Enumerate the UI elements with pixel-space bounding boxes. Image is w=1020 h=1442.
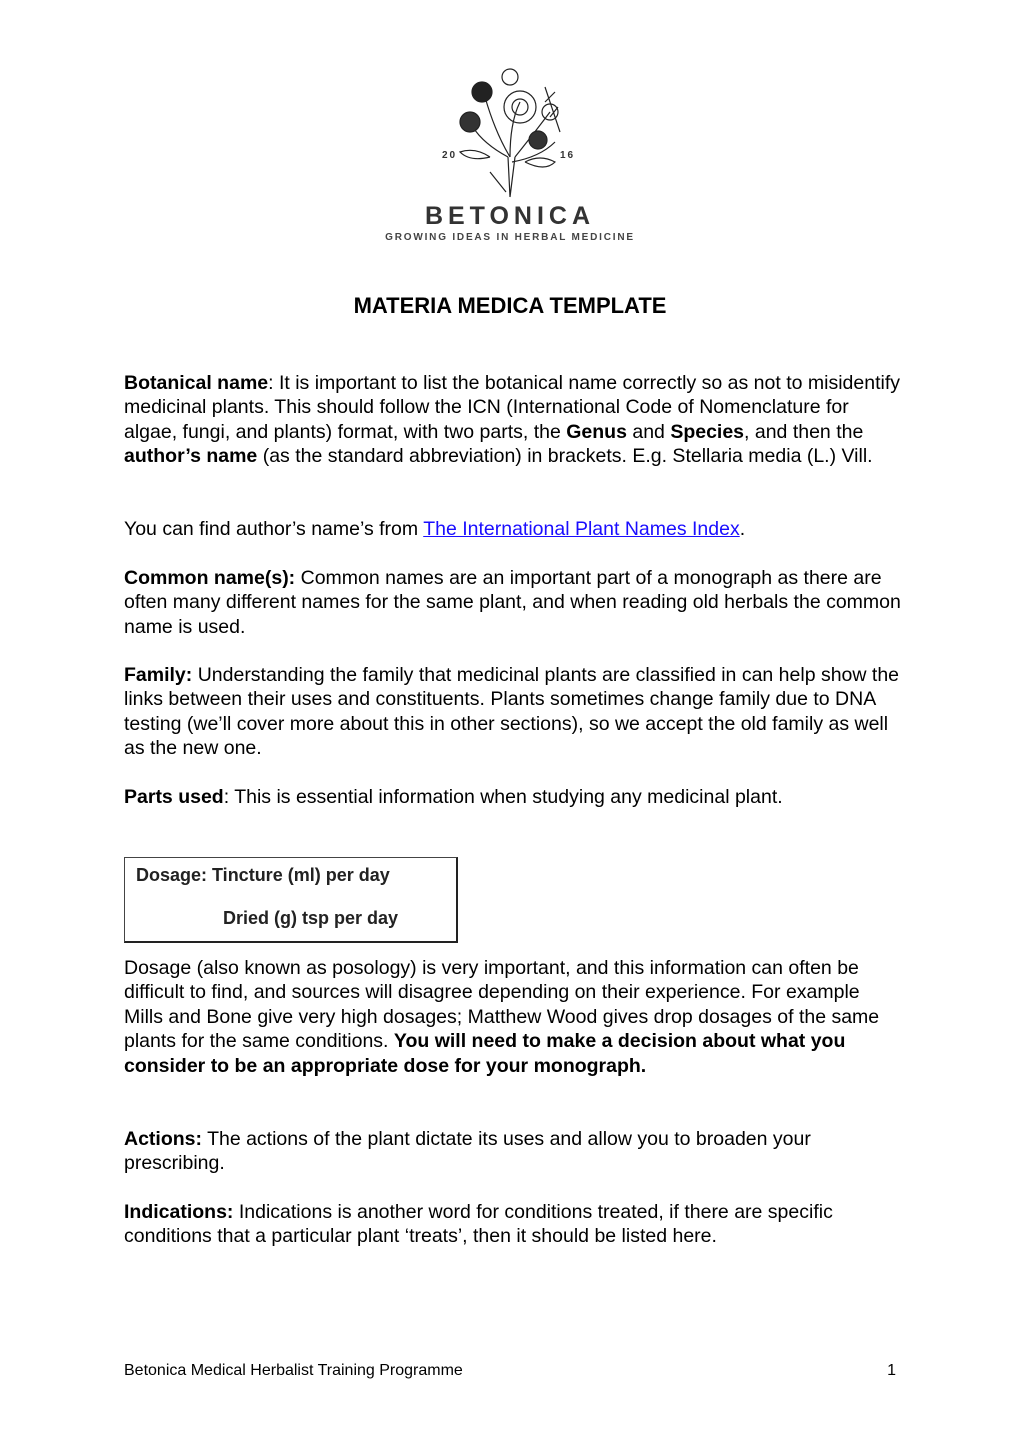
logo-year-left: 20 bbox=[442, 150, 458, 161]
dosage-paragraph bbox=[124, 956, 904, 1078]
indications-paragraph bbox=[124, 1200, 904, 1249]
species-bold: Species bbox=[670, 420, 745, 443]
actions-label: Actions: bbox=[124, 1128, 202, 1150]
text: and bbox=[626, 420, 671, 443]
dosage-tincture-line: Dosage: Tincture (ml) per day bbox=[136, 865, 390, 885]
footer bbox=[124, 1362, 896, 1380]
text: : This is essential information when studying any medicinal plant. bbox=[223, 786, 783, 808]
footer-text: Betonica Medical Herbalist Training Programme bbox=[124, 1362, 463, 1379]
indications-label: Indications: bbox=[124, 1201, 234, 1223]
genus-bold: Genus bbox=[566, 420, 627, 443]
text: : It is important to list the botanical name correctly so as not to misidentify medicinal plants. This should follow the ICN (International Code of Nomenclature for algae, fungi, and plants) format, with two parts, the bbox=[124, 372, 900, 443]
logo-brand: BETONICA bbox=[424, 202, 596, 230]
dosage-box bbox=[124, 857, 458, 943]
logo-tagline: GROWING IDEAS IN HERBAL MEDICINE bbox=[385, 232, 635, 243]
dosage-dried-line: Dried (g) tsp per day bbox=[223, 908, 399, 928]
text: You can find author’s name’s from bbox=[124, 518, 424, 540]
logo-year-right: 16 bbox=[560, 150, 576, 161]
page-number: 1 bbox=[887, 1362, 896, 1379]
common-label: Common name(s): bbox=[124, 567, 296, 589]
text: Dosage (also known as posology) is very important, and this information can often be difficult to find, and sources will disagree depending on their experience. For example Mills and Bone give very high dosages; Matthew Wood gives drop dosages of the same plants for the same conditions. bbox=[124, 957, 880, 1053]
author-bold: author’s name bbox=[124, 445, 258, 468]
text: Indications is another word for conditions treated, if there are specific conditions that a particular plant ‘treats’, then it should be listed here. bbox=[124, 1201, 833, 1248]
botanical-name-paragraph bbox=[124, 371, 904, 469]
parts-label: Parts used bbox=[124, 786, 224, 808]
page-title: MATERIA MEDICA TEMPLATE bbox=[353, 293, 667, 318]
botanical-label: Botanical name bbox=[124, 372, 269, 394]
common-names-paragraph bbox=[124, 566, 904, 639]
text: The actions of the plant dictate its uses and allow you to broaden your prescribing. bbox=[124, 1128, 811, 1175]
text: (as the standard abbreviation) in brackets. E.g. Stellaria media (L.) Vill. bbox=[257, 445, 873, 468]
dosage-bold: You will need to make a decision about what you consider to be an appropriate dose for your monograph. bbox=[124, 1030, 846, 1077]
flower-bouquet-icon bbox=[360, 62, 660, 202]
actions-paragraph bbox=[124, 1127, 904, 1176]
ipni-link[interactable]: The International Plant Names Index bbox=[423, 518, 740, 540]
family-paragraph bbox=[124, 663, 904, 761]
betonica-logo bbox=[360, 62, 660, 252]
text: , and then the bbox=[744, 420, 864, 443]
text: Understanding the family that medicinal plants are classified in can help show the links between their uses and constituents. Plants sometimes change family due to DNA testing (we’ll cover more about this in other sections), so we accept the old family as well as the new one. bbox=[124, 664, 900, 760]
text: Common names are an important part of a monograph as there are often many different names for the same plant, and when reading old herbals the common name is used. bbox=[124, 567, 901, 638]
parts-used-paragraph bbox=[124, 785, 904, 809]
text: . bbox=[739, 518, 746, 540]
family-label: Family: bbox=[124, 664, 193, 686]
ipni-paragraph bbox=[124, 517, 904, 541]
